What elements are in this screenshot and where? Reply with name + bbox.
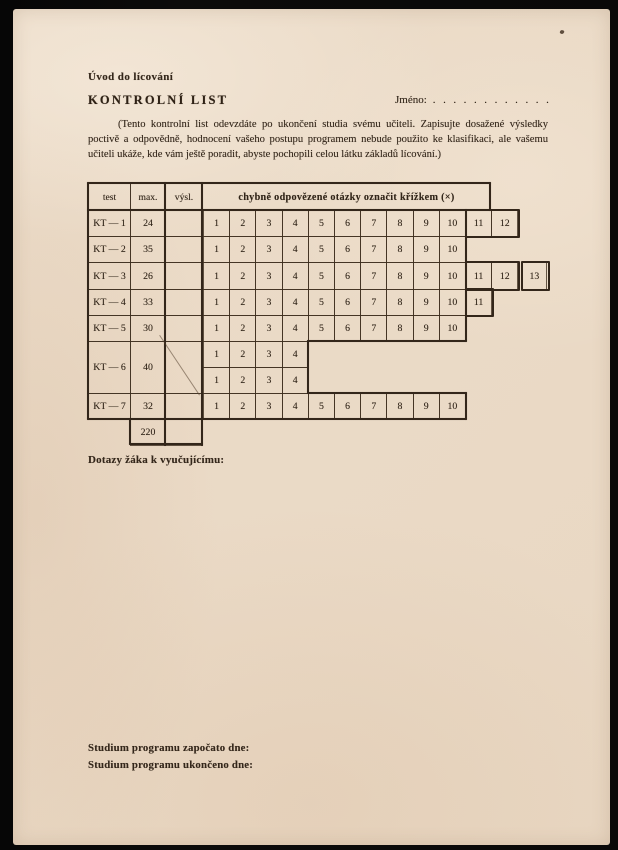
- question-number-cell: 6: [334, 210, 361, 237]
- question-number-cell: 4: [282, 289, 309, 316]
- question-number-cell: 7: [360, 262, 387, 290]
- question-number-cell: 2: [229, 367, 256, 394]
- question-number-cell: 10: [439, 315, 466, 342]
- question-number-cell: 2: [229, 236, 256, 263]
- max-points-cell: 40: [130, 341, 166, 394]
- question-number-cell: 3: [255, 289, 282, 316]
- question-number-cell: 3: [255, 210, 282, 237]
- question-number-cell: 2: [229, 210, 256, 237]
- question-number-cell: 2: [229, 315, 256, 342]
- paper-page: [13, 9, 610, 845]
- questions-section-label: Dotazy žáka k vyučujícímu:: [88, 454, 225, 466]
- question-number-cell: 2: [229, 393, 256, 420]
- question-number-cell: 3: [255, 367, 282, 394]
- question-number-cell: 6: [334, 393, 361, 420]
- question-number-cell: 4: [282, 210, 309, 237]
- test-label-cell: KT — 1: [88, 210, 131, 237]
- vysl-result-cell: [165, 341, 203, 394]
- control-results-table: [13, 9, 610, 509]
- study-finished-line: Studium programu ukončeno dne:: [88, 758, 254, 771]
- question-number-cell: 13: [521, 262, 547, 290]
- course-title: Úvod do lícování: [88, 71, 174, 83]
- question-number-cell: 9: [413, 315, 440, 342]
- question-number-cell: 4: [282, 262, 309, 290]
- test-label-cell: KT — 3: [88, 262, 131, 290]
- question-number-cell: 2: [229, 289, 256, 316]
- column-header-vysl: výsl.: [165, 183, 203, 211]
- max-points-cell: 24: [130, 210, 166, 237]
- column-header-test: test: [88, 183, 131, 211]
- max-points-cell: 26: [130, 262, 166, 290]
- table-thick-border: [201, 182, 203, 446]
- question-number-cell: 8: [386, 315, 413, 342]
- total-max-cell: 220: [130, 419, 166, 446]
- table-thick-border: [307, 340, 309, 394]
- question-number-cell: 7: [360, 315, 387, 342]
- name-fill-dots: . . . . . . . . . . . .: [432, 94, 552, 106]
- question-number-cell: 4: [282, 341, 309, 368]
- max-points-cell: 32: [130, 393, 166, 420]
- table-protruding-cell-outline: [521, 261, 550, 291]
- question-number-cell: 8: [386, 236, 413, 263]
- question-number-cell: 8: [386, 289, 413, 316]
- question-number-cell: 10: [439, 236, 466, 263]
- question-number-cell: 9: [413, 236, 440, 263]
- table-thick-border: [129, 418, 131, 445]
- question-number-cell: 5: [308, 315, 335, 342]
- table-thick-border: [129, 443, 203, 445]
- question-number-cell: 4: [282, 367, 309, 394]
- document-title: KONTROLNÍ LIST: [88, 93, 229, 107]
- question-number-cell: 7: [360, 236, 387, 263]
- table-thick-border: [164, 182, 166, 446]
- column-header-max: max.: [130, 183, 166, 211]
- instructions-paragraph: (Tento kontrolní list odevzdáte po ukončení studia svému učiteli. Zapisujte dosažené výsledky poctivě a odpovědně, hodnocení vašeho postupu programem nebude použito ke klasifikaci, ale vašemu učiteli ukáže, kde vám ještě poradit, abyste pochopili celou látku základů lícování.): [88, 119, 548, 160]
- test-label-cell: KT — 5: [88, 315, 131, 342]
- question-number-cell: 1: [203, 341, 230, 368]
- table-thick-border: [465, 392, 467, 420]
- question-number-cell: 5: [308, 210, 335, 237]
- question-number-cell: 2: [229, 341, 256, 368]
- question-number-cell: 12: [491, 210, 518, 237]
- question-number-cell: 8: [386, 262, 413, 290]
- question-number-cell: 10: [439, 393, 466, 420]
- table-thick-border: [307, 392, 467, 394]
- question-number-cell: 6: [334, 315, 361, 342]
- question-number-cell: 6: [334, 289, 361, 316]
- question-number-cell: 6: [334, 262, 361, 290]
- table-protruding-cell-outline: [465, 261, 521, 291]
- question-number-cell: 4: [282, 393, 309, 420]
- question-number-cell: 11: [465, 210, 492, 237]
- question-number-cell: 3: [255, 236, 282, 263]
- question-number-cell: 1: [203, 393, 230, 420]
- question-number-cell: 10: [439, 289, 466, 316]
- question-number-cell: 10: [439, 210, 466, 237]
- question-number-cell: 11: [465, 289, 492, 316]
- table-thick-border: [489, 182, 491, 211]
- question-number-cell: 1: [203, 367, 230, 394]
- question-number-cell: 1: [203, 289, 230, 316]
- vysl-result-cell: [165, 236, 203, 263]
- question-number-cell: 10: [439, 262, 466, 290]
- question-number-cell: 6: [334, 236, 361, 263]
- question-number-cell: 3: [255, 341, 282, 368]
- question-number-cell: 1: [203, 262, 230, 290]
- test-label-cell: KT — 7: [88, 393, 131, 420]
- question-number-cell: 9: [413, 210, 440, 237]
- name-label: Jméno:: [395, 94, 427, 106]
- question-number-cell: 1: [203, 210, 230, 237]
- question-number-cell: 9: [413, 289, 440, 316]
- table-thick-border: [307, 340, 467, 342]
- question-number-cell: 3: [255, 393, 282, 420]
- question-number-cell: 7: [360, 393, 387, 420]
- question-number-cell: 3: [255, 262, 282, 290]
- study-started-line: Studium programu započato dne:: [88, 742, 250, 754]
- question-number-cell: 3: [255, 315, 282, 342]
- question-number-cell: 4: [282, 236, 309, 263]
- table-protruding-cell-outline: [465, 209, 521, 238]
- question-number-cell: 5: [308, 393, 335, 420]
- test-label-cell: KT — 2: [88, 236, 131, 263]
- max-points-cell: 35: [130, 236, 166, 263]
- question-number-cell: 4: [282, 315, 309, 342]
- question-number-cell: 9: [413, 262, 440, 290]
- total-vysl-cell: [165, 419, 203, 446]
- vysl-result-cell: [165, 393, 203, 420]
- test-label-cell: KT — 6: [88, 341, 131, 394]
- question-number-cell: 7: [360, 210, 387, 237]
- table-thick-border: [87, 209, 491, 211]
- vysl-result-cell: [165, 315, 203, 342]
- question-number-cell: 12: [491, 262, 518, 290]
- question-number-cell: 9: [413, 393, 440, 420]
- question-number-cell: 8: [386, 210, 413, 237]
- span-header-wrong-answers: chybně odpovězené otázky označit křížkem (×): [238, 191, 455, 203]
- question-number-cell: 7: [360, 289, 387, 316]
- question-number-cell: 8: [386, 393, 413, 420]
- question-number-cell: 1: [203, 236, 230, 263]
- table-protruding-cell-outline: [465, 288, 495, 317]
- max-points-cell: 33: [130, 289, 166, 316]
- vysl-result-cell: [165, 262, 203, 290]
- max-points-cell: 30: [130, 315, 166, 342]
- question-number-cell: 11: [465, 262, 492, 290]
- question-number-cell: 5: [308, 236, 335, 263]
- question-number-cell: 5: [308, 289, 335, 316]
- test-label-cell: KT — 4: [88, 289, 131, 316]
- question-number-cell: 1: [203, 315, 230, 342]
- question-number-cell: 5: [308, 262, 335, 290]
- question-number-cell: 2: [229, 262, 256, 290]
- vysl-result-cell: [165, 289, 203, 316]
- footer-date-lines: [88, 740, 253, 773]
- vysl-result-cell: [165, 210, 203, 237]
- table-thick-border: [87, 418, 467, 420]
